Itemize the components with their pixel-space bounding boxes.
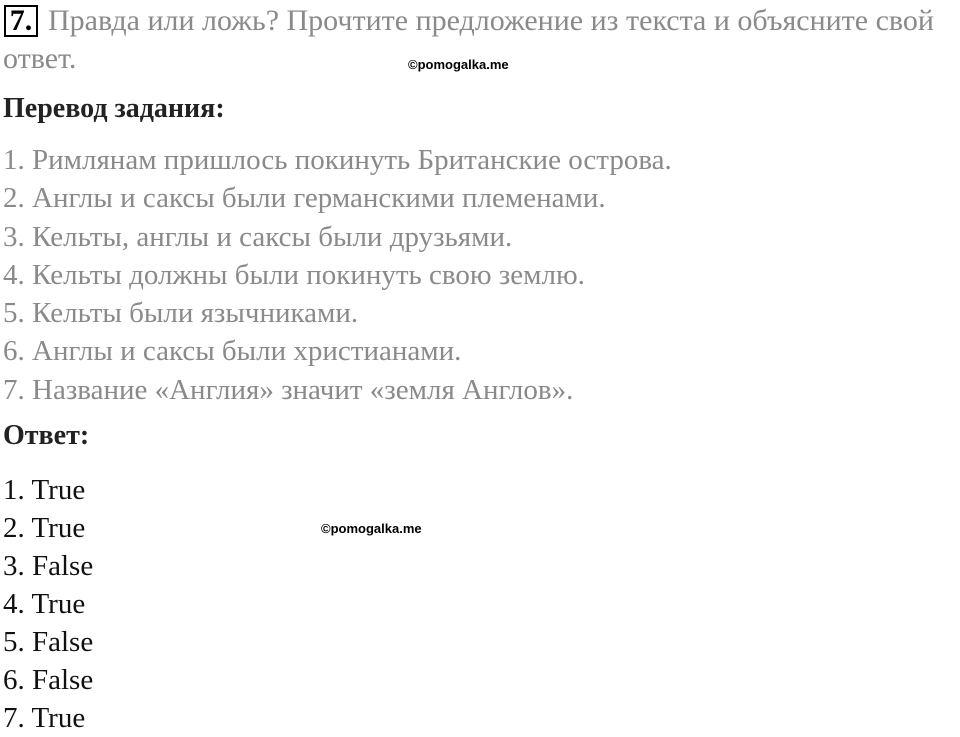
answer-item: 2. True <box>3 512 86 544</box>
answer-heading: Ответ: <box>3 420 90 451</box>
watermark-top: ©pomogalka.me <box>408 57 509 72</box>
translation-item: 1. Римлянам пришлось покинуть Британские острова. <box>3 144 672 176</box>
task-number-box: 7. <box>4 5 38 37</box>
translation-heading: Перевод задания: <box>3 93 225 124</box>
answer-item: 3. False <box>3 550 94 582</box>
answer-item: 1. True <box>3 474 86 506</box>
translation-item: 6. Англы и саксы были христианами. <box>3 335 462 368</box>
answer-item: 7. True <box>3 702 86 734</box>
task-instruction: Правда или ложь? Прочтите предложение из текста и объясните свой ответ. <box>3 4 934 75</box>
answer-item: 6. False <box>3 664 94 696</box>
answer-list <box>3 471 93 737</box>
translation-item: 3. Кельты, англы и саксы были друзьями. <box>3 220 513 253</box>
answer-item: 4. True <box>3 588 86 620</box>
translation-item: 5. Кельты были язычниками. <box>3 297 359 330</box>
watermark-middle: ©pomogalka.me <box>321 521 422 536</box>
translation-item: 7. Название «Англия» значит «земля Англов». <box>3 373 574 406</box>
translation-item: 2. Англы и саксы были германскими племенами. <box>3 182 606 215</box>
translation-list <box>3 141 672 409</box>
answer-item: 5. False <box>3 626 94 658</box>
translation-item: 4. Кельты должны были покинуть свою землю. <box>3 258 585 291</box>
